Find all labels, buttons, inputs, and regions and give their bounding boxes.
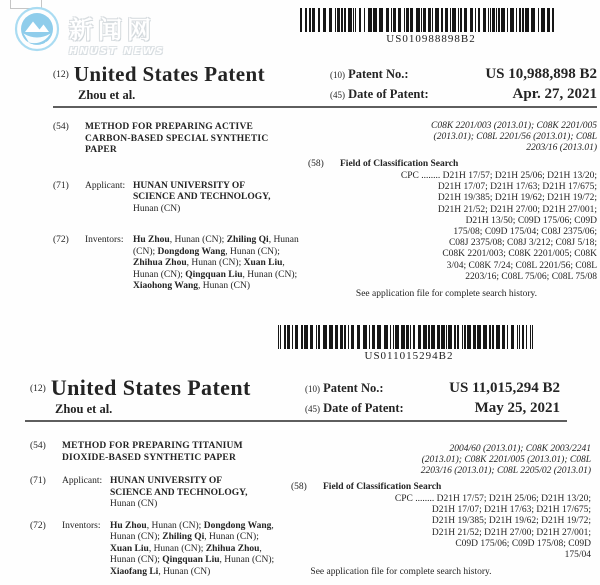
field-prefix: (58) — [291, 482, 307, 492]
patent-no-label: Patent No.: — [323, 381, 384, 395]
header-divider-rule — [53, 106, 597, 108]
field-of-search-title: Field of Classification Search — [323, 482, 442, 492]
cpc-continuation: C08K 2201/003 (2013.01); C08K 2201/005 (2013.01); C08L 2201/56 (2013.01); C08L 2203/16 (2013.01) — [431, 121, 597, 153]
kind-code-prefix: (12) — [30, 384, 46, 394]
applicant-value: HUNAN UNIVERSITY OF SCIENCE AND TECHNOLOGY, Hunan (CN) — [110, 476, 248, 509]
patent-no-label: Patent No.: — [348, 67, 409, 81]
hnust-news-watermark — [14, 6, 165, 57]
search-history-note: See application file for complete search history. — [355, 289, 538, 300]
inventors-label: Inventors: — [85, 235, 124, 245]
barcode-bars-icon — [278, 325, 540, 349]
patent-date: May 25, 2021 — [474, 400, 560, 416]
patent-date: Apr. 27, 2021 — [512, 86, 597, 102]
hnust-logo-icon — [14, 6, 60, 57]
title-prefix: (54) — [53, 122, 69, 132]
date-prefix: (45) — [330, 90, 345, 100]
applicant-prefix: (71) — [53, 180, 69, 191]
date-label: Date of Patent: — [323, 401, 404, 415]
barcode-number: US010988898B2 — [386, 33, 476, 45]
barcode-patent-2 — [278, 325, 540, 362]
patent-2-header-left — [30, 375, 251, 417]
patent-2-left-column — [30, 441, 282, 578]
cpc-search-codes: CPC ........ D21H 17/57; D21H 25/06; D21H 13/20; D21H 17/07; D21H 17/63; D21H 17/675; D21H 19/385; D21H 19/62; D21H 19/72; D21H 21/52; D21H 27/00; D21H 27/001; C09D 175/06; C09D 175/08; C09D 175/04 — [394, 494, 591, 561]
patent-2-right-column — [291, 444, 591, 579]
patent-number: US 11,015,294 B2 — [449, 380, 560, 396]
header-divider-rule — [25, 420, 567, 422]
patent-1-header-left — [53, 62, 265, 103]
field-of-search-title: Field of Classification Search — [340, 159, 459, 169]
watermark-site-name: 新闻网 — [69, 16, 156, 44]
patent-number: US 10,988,898 B2 — [485, 66, 597, 82]
patent-no-prefix: (10) — [305, 384, 320, 394]
applicant-value: HUNAN UNIVERSITY OF SCIENCE AND TECHNOLOGY, Hunan (CN) — [133, 180, 271, 214]
barcode-number: US011015294B2 — [364, 350, 454, 362]
patent-2-header-right — [305, 380, 560, 417]
inventors-label: Inventors: — [62, 520, 101, 531]
document-type-title: United States Patent — [50, 375, 251, 400]
inventors-prefix: (72) — [30, 520, 46, 531]
patent-1-right-column — [308, 121, 597, 301]
watermark-site-subtitle: HNUST NEWS — [69, 46, 165, 57]
applicant-label: Applicant: — [62, 476, 103, 486]
inventors-list: Hu Zhou, Hunan (CN); Zhiling Qi, Hunan (CN); Dongdong Wang, Hunan (CN); Zhihua Zhou, Hunan (CN); Xuan Liu, Hunan (CN); Qingquan Liu, Hunan (CN); Xiaohong Wang, Hunan (CN) — [133, 235, 299, 291]
cpc-search-codes: CPC ........ D21H 17/57; D21H 25/06; D21H 13/20; D21H 17/07; D21H 17/63; D21H 17/675; D21H 19/385; D21H 19/62; D21H 19/72; D21H 21/52; D21H 27/00; D21H 27/001; D21H 13/50; C09D 175/06; C09D 175/08; C09D 175/04; C08J 2375/06; C08J 2375/08; C08J 3/212; C08J 5/18; C08K 2201/003; C08K 2201/005; C08K 3/04; C08K 7/24; C08L 2201/56; C08L 2203/16; C08L 75/06; C08L 75/08 — [400, 171, 597, 282]
inventors-prefix: (72) — [53, 235, 69, 245]
patent-1-left-column — [53, 122, 300, 293]
kind-code-prefix: (12) — [53, 70, 69, 80]
invention-title: METHOD FOR PREPARING ACTIVE CARBON-BASED SPECIAL SYNTHETIC PAPER — [85, 122, 269, 155]
barcode-patent-1 — [300, 8, 562, 45]
field-prefix: (58) — [308, 159, 324, 169]
document-type-title: United States Patent — [73, 62, 265, 86]
cpc-continuation: 2004/60 (2013.01); C08K 2003/2241 (2013.01); C08K 2201/005 (2013.01); C08L 2203/16 (2013.01); C08L 2205/02 (2013.01) — [420, 444, 591, 476]
author-line: Zhou et al. — [55, 402, 113, 416]
author-line: Zhou et al. — [78, 88, 136, 102]
date-label: Date of Patent: — [348, 87, 429, 101]
inventors-list: Hu Zhou, Hunan (CN); Dongdong Wang, Hunan (CN); Zhiling Qi, Hunan (CN); Xuan Liu, Hunan (CN); Zhihua Zhou, Hunan (CN); Qingquan Liu, Hunan (CN); Xiaofang Li, Hunan (CN) — [110, 520, 275, 577]
title-prefix: (54) — [30, 441, 46, 451]
applicant-prefix: (71) — [30, 476, 46, 486]
barcode-bars-icon — [300, 8, 562, 32]
patent-1-header-right — [330, 66, 597, 103]
search-history-note: See application file for complete search history. — [310, 567, 492, 578]
applicant-label: Applicant: — [85, 180, 126, 191]
date-prefix: (45) — [305, 404, 320, 414]
patent-no-prefix: (10) — [330, 70, 345, 80]
invention-title: METHOD FOR PREPARING TITANIUM DIOXIDE-BASED SYNTHETIC PAPER — [62, 441, 243, 463]
